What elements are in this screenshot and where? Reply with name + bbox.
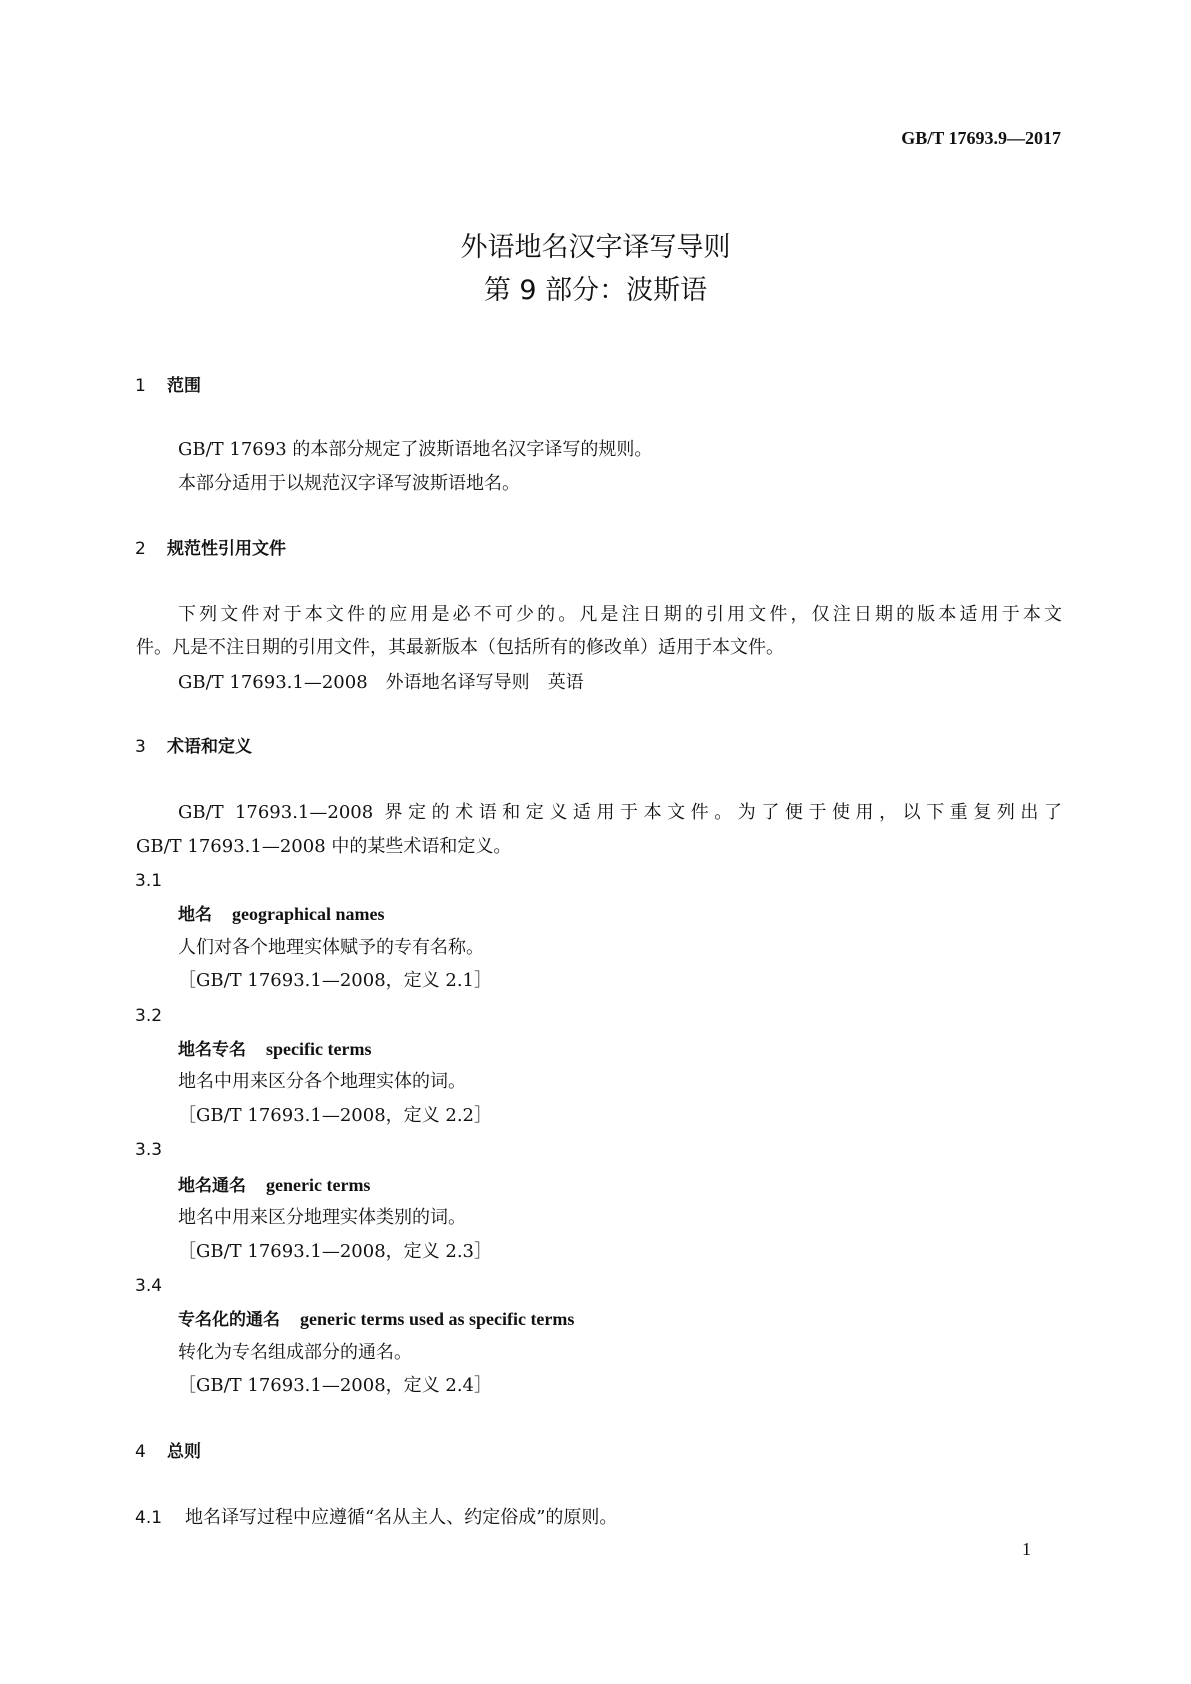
section-number: 2 (135, 539, 146, 559)
term-zh: 地名 (178, 905, 212, 925)
paragraph-line: GB/T 17693.1—2008 中的某些术语和定义。 (136, 836, 512, 857)
term-number: 3.3 (135, 1140, 163, 1160)
term-definition: 地名中用来区分各个地理实体的词。 (178, 1071, 466, 1092)
section-title: 范围 (167, 376, 201, 396)
term-number: 3.4 (135, 1276, 163, 1296)
document-subtitle: 第 9 部分：波斯语 (483, 275, 708, 306)
section-heading-general (135, 1440, 201, 1464)
clause-number: 4.1 (135, 1508, 163, 1528)
term-source: ［GB/T 17693.1—2008，定义 2.3］ (178, 1241, 492, 1262)
paragraph-line: GB/T 17693.1—2008 界定的术语和定义适用于本文件。为了便于使用，以下重复列出了 (178, 802, 1062, 823)
term-entry (178, 902, 385, 926)
section-heading-terms (135, 735, 252, 759)
section-heading-scope (135, 374, 201, 398)
term-definition: 转化为专名组成部分的通名。 (178, 1342, 412, 1363)
standard-code: GB/T 17693.9—2017 (901, 128, 1061, 148)
page-number: 1 (1022, 1539, 1031, 1559)
term-number: 3.2 (135, 1006, 163, 1026)
section-title: 规范性引用文件 (167, 539, 286, 559)
term-source: ［GB/T 17693.1—2008，定义 2.2］ (178, 1105, 492, 1126)
clause-text: 地名译写过程中应遵循“名从主人、约定俗成”的原则。 (185, 1507, 618, 1528)
section-title: 总则 (167, 1442, 201, 1462)
term-en: generic terms (266, 1175, 371, 1195)
term-zh: 专名化的通名 (178, 1310, 280, 1330)
term-entry (178, 1307, 574, 1331)
paragraph-line: 本部分适用于以规范汉字译写波斯语地名。 (178, 473, 520, 494)
paragraph-line: 下列文件对于本文件的应用是必不可少的。凡是注日期的引用文件，仅注日期的版本适用于本文 (178, 604, 1062, 625)
term-number: 3.1 (135, 871, 163, 891)
term-entry (178, 1037, 371, 1061)
term-entry (178, 1173, 370, 1197)
term-en: generic terms used as specific terms (300, 1309, 575, 1329)
section-number: 1 (135, 376, 146, 396)
term-source: ［GB/T 17693.1—2008，定义 2.1］ (178, 970, 492, 991)
term-en: geographical names (232, 904, 385, 924)
document-title: 外语地名汉字译写导则 (460, 232, 731, 263)
term-en: specific terms (266, 1039, 372, 1059)
term-source: ［GB/T 17693.1—2008，定义 2.4］ (178, 1375, 492, 1396)
paragraph-line: GB/T 17693 的本部分规定了波斯语地名汉字译写的规则。 (178, 439, 653, 460)
section-number: 4 (135, 1442, 146, 1462)
term-zh: 地名专名 (178, 1040, 246, 1060)
reference-entry: GB/T 17693.1—2008 外语地名译写导则 英语 (178, 672, 584, 693)
section-number: 3 (135, 737, 146, 757)
section-heading-normative-references (135, 537, 286, 561)
term-definition: 人们对各个地理实体赋予的专有名称。 (178, 937, 484, 958)
term-definition: 地名中用来区分地理实体类别的词。 (178, 1207, 466, 1228)
paragraph-line: 件。凡是不注日期的引用文件，其最新版本（包括所有的修改单）适用于本文件。 (136, 637, 784, 658)
term-zh: 地名通名 (178, 1176, 246, 1196)
section-title: 术语和定义 (167, 737, 252, 757)
